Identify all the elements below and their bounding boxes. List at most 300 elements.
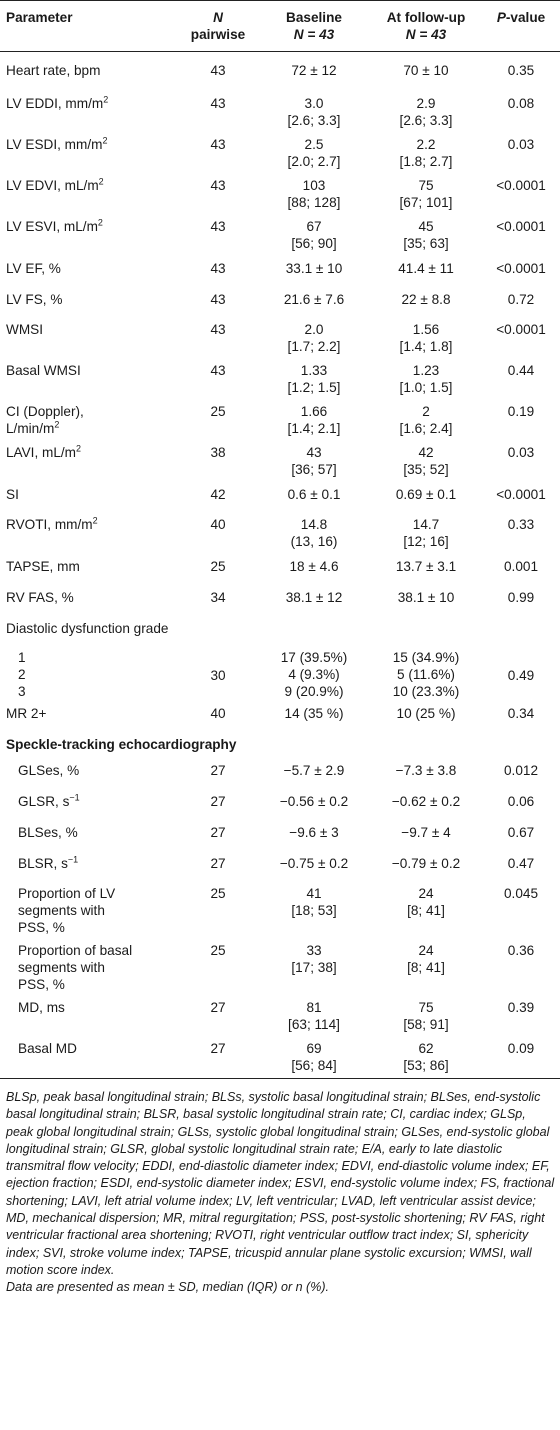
label-text: GLSes, % [18, 763, 80, 778]
p-value-cell [482, 851, 560, 882]
n-value: 40 [210, 517, 226, 532]
n-pairwise-cell [178, 758, 258, 789]
n-value: 43 [210, 363, 226, 378]
n-pairwise-cell [178, 820, 258, 851]
n-pairwise-cell [178, 318, 258, 359]
row-label [0, 441, 178, 482]
p-value: 0.03 [507, 137, 535, 152]
label-superscript: −1 [69, 792, 80, 803]
baseline-value: 2.5 [304, 137, 324, 152]
baseline-cell [258, 92, 370, 133]
label-text: LV ESDI, mm/m [6, 137, 103, 152]
followup-value: −0.79 ± 0.2 [391, 856, 461, 871]
label-text: GLSR, s [18, 794, 70, 809]
row-label [0, 758, 178, 789]
table-row [0, 554, 560, 585]
baseline-value: 43 [306, 445, 322, 460]
n-pairwise-cell [178, 256, 258, 287]
baseline-range: [18; 53] [291, 903, 337, 918]
baseline-value: 2.0 [304, 322, 324, 337]
baseline-cell [258, 318, 370, 359]
row-label [0, 359, 178, 400]
row-label [0, 482, 178, 513]
baseline-range: [63; 114] [288, 1017, 340, 1032]
baseline-cell [258, 52, 370, 93]
row-label [0, 52, 178, 93]
baseline-value: 33 [306, 943, 322, 958]
followup-value: 14.7 [412, 517, 440, 532]
label-superscript: 2 [103, 94, 109, 105]
n-pairwise-cell [178, 851, 258, 882]
followup-cell [370, 52, 482, 93]
p-value-cell [482, 52, 560, 93]
baseline-cell [258, 701, 370, 732]
label-text-line2: segments with [18, 903, 105, 918]
grade-label: 1 [18, 650, 26, 665]
followup-value: 15 (34.9%) [392, 650, 460, 665]
baseline-cell [258, 939, 370, 996]
baseline-value: 9 (20.9%) [284, 684, 344, 699]
p-value: 0.001 [503, 559, 539, 574]
baseline-value: 4 (9.3%) [288, 667, 340, 682]
followup-value: 1.56 [412, 322, 440, 337]
followup-cell [370, 256, 482, 287]
baseline-cell [258, 513, 370, 554]
n-value: 43 [210, 322, 226, 337]
followup-value: 41.4 ± 11 [398, 261, 454, 276]
baseline-cell [258, 647, 370, 701]
label-text: Heart rate, bpm [6, 63, 101, 78]
row-label [0, 701, 178, 732]
p-value: 0.08 [507, 96, 535, 111]
n-value: 43 [210, 219, 226, 234]
grade-label: 3 [18, 684, 26, 699]
n-value: 27 [210, 825, 226, 840]
table-row [0, 851, 560, 882]
followup-cell [370, 820, 482, 851]
followup-cell [370, 939, 482, 996]
followup-cell [370, 482, 482, 513]
table-row [0, 215, 560, 256]
p-value-cell [482, 400, 560, 441]
table-row [0, 758, 560, 789]
n-value: 40 [210, 706, 226, 721]
p-value: 0.19 [507, 404, 535, 419]
label-superscript: 2 [102, 135, 108, 146]
table-row [0, 441, 560, 482]
p-value: <0.0001 [496, 219, 546, 234]
baseline-value: 72 ± 12 [291, 63, 337, 78]
baseline-cell [258, 554, 370, 585]
n-value: 43 [210, 137, 226, 152]
followup-value: 13.7 ± 3.1 [395, 559, 457, 574]
followup-value: 2.9 [416, 96, 436, 111]
table-row [0, 939, 560, 996]
label-text: LV ESVI, mL/m [6, 219, 98, 234]
p-value: 0.39 [507, 1000, 535, 1015]
baseline-range: [56; 90] [291, 236, 337, 251]
p-value: 0.99 [507, 590, 535, 605]
label-text: Basal MD [18, 1041, 77, 1056]
table-row [0, 133, 560, 174]
p-value: 0.012 [503, 763, 539, 778]
p-value: 0.09 [507, 1041, 535, 1056]
followup-value: 42 [418, 445, 434, 460]
p-value-cell [482, 318, 560, 359]
label-superscript: 2 [76, 443, 82, 454]
baseline-range: [1.2; 1.5] [287, 380, 341, 395]
n-value: 30 [210, 667, 226, 683]
row-label [0, 882, 178, 939]
baseline-value: 41 [306, 886, 322, 901]
table-row [0, 882, 560, 939]
p-value-cell [482, 133, 560, 174]
p-value-cell [482, 554, 560, 585]
p-value-cell [482, 287, 560, 318]
label-text: LV EF, % [6, 261, 61, 276]
baseline-cell [258, 1037, 370, 1079]
grade-labels [0, 647, 178, 701]
n-value: 27 [210, 856, 226, 871]
n-value: 27 [210, 794, 226, 809]
n-pairwise-cell [178, 400, 258, 441]
n-pairwise-cell [178, 441, 258, 482]
n-pairwise-cell [178, 585, 258, 616]
p-value: 0.49 [507, 667, 535, 683]
baseline-value: −9.6 ± 3 [289, 825, 339, 840]
followup-value: −7.3 ± 3.8 [395, 763, 457, 778]
followup-range: [1.0; 1.5] [399, 380, 453, 395]
label-text: LAVI, mL/m [6, 445, 76, 460]
p-value-cell [482, 585, 560, 616]
p-value: 0.35 [507, 63, 535, 78]
label-superscript: −1 [67, 854, 79, 865]
table-row [0, 256, 560, 287]
followup-cell [370, 851, 482, 882]
label-superscript: 2 [97, 217, 103, 228]
followup-range: [2.6; 3.3] [399, 113, 453, 128]
n-value: 34 [210, 590, 226, 605]
p-value: <0.0001 [496, 261, 546, 276]
n-pairwise-cell [178, 482, 258, 513]
followup-cell [370, 1037, 482, 1079]
p-value: <0.0001 [496, 322, 546, 337]
label-text: SI [6, 487, 19, 502]
followup-value: −0.62 ± 0.2 [391, 794, 461, 809]
label-text-line3: PSS, % [18, 920, 65, 935]
followup-cell [370, 701, 482, 732]
header-follow-up: At follow-up N = 43 [370, 1, 482, 52]
followup-value: −9.7 ± 4 [401, 825, 451, 840]
label-text: MD, ms [18, 1000, 65, 1015]
followup-cell [370, 996, 482, 1037]
p-value: 0.72 [507, 292, 535, 307]
label-text: BLSes, % [18, 825, 78, 840]
p-value-cell [482, 215, 560, 256]
p-value-cell [482, 758, 560, 789]
row-label [0, 400, 178, 441]
table-row [0, 585, 560, 616]
p-value: 0.06 [507, 794, 535, 809]
baseline-cell [258, 287, 370, 318]
baseline-value: 67 [306, 219, 322, 234]
section-title [0, 732, 560, 758]
row-label [0, 215, 178, 256]
followup-value: 10 (23.3%) [392, 684, 460, 699]
followup-cell [370, 287, 482, 318]
followup-cell [370, 359, 482, 400]
label-superscript: 2 [92, 515, 98, 526]
baseline-cell [258, 441, 370, 482]
followup-cell [370, 789, 482, 820]
n-value: 42 [210, 487, 226, 502]
followup-cell [370, 318, 482, 359]
p-value: <0.0001 [496, 487, 546, 502]
baseline-cell [258, 996, 370, 1037]
p-value-cell [482, 939, 560, 996]
table-row [0, 820, 560, 851]
p-value-cell [482, 174, 560, 215]
followup-value: 70 ± 10 [403, 63, 449, 78]
followup-range: [1.8; 2.7] [399, 154, 453, 169]
table-body [0, 52, 560, 1079]
header-baseline: Baseline N = 43 [258, 1, 370, 52]
baseline-value: 33.1 ± 10 [285, 261, 343, 276]
p-value-cell [482, 359, 560, 400]
followup-range: [35; 63] [403, 236, 449, 251]
baseline-cell [258, 820, 370, 851]
section-heading-row [0, 732, 560, 758]
baseline-cell [258, 882, 370, 939]
p-value: <0.0001 [496, 178, 546, 193]
baseline-value: 38.1 ± 12 [285, 590, 343, 605]
n-pairwise-cell [178, 939, 258, 996]
p-value-cell [482, 441, 560, 482]
header-p-value: P-value [482, 1, 560, 52]
n-pairwise-cell [178, 133, 258, 174]
label-text: LV EDVI, mL/m [6, 178, 99, 193]
p-value: 0.33 [507, 517, 535, 532]
row-label [0, 851, 178, 882]
row-label [0, 820, 178, 851]
row-label [0, 616, 560, 647]
baseline-cell [258, 359, 370, 400]
label-text: LV FS, % [6, 292, 63, 307]
table-row [0, 1037, 560, 1079]
followup-value: 10 (25 %) [396, 706, 456, 721]
p-value: 0.03 [507, 445, 535, 460]
baseline-range: (13, 16) [290, 534, 338, 549]
label-text: Proportion of basal [18, 943, 133, 958]
followup-value: 5 (11.6%) [397, 667, 455, 682]
table-row [0, 52, 560, 93]
p-value-cell [482, 820, 560, 851]
table-row [0, 318, 560, 359]
n-pairwise-cell [178, 554, 258, 585]
p-value-cell [482, 996, 560, 1037]
label-text: MR 2+ [6, 706, 47, 721]
n-value: 25 [210, 404, 226, 419]
label-text: Proportion of LV [18, 886, 116, 901]
followup-cell [370, 513, 482, 554]
table-row [0, 92, 560, 133]
grade-label: 2 [18, 667, 26, 682]
p-value: 0.36 [507, 943, 535, 958]
n-pairwise-cell [178, 789, 258, 820]
label-text: BLSR, s [18, 856, 68, 871]
n-value: 25 [210, 943, 226, 958]
followup-value: 24 [418, 886, 434, 901]
n-value: 25 [210, 559, 226, 574]
baseline-cell [258, 400, 370, 441]
baseline-range: [88; 128] [287, 195, 341, 210]
followup-range: [67; 101] [399, 195, 453, 210]
label-text: RV FAS, % [6, 590, 74, 605]
baseline-value: 0.6 ± 0.1 [287, 487, 341, 502]
row-label [0, 92, 178, 133]
n-pairwise-cell [178, 92, 258, 133]
table-row [0, 513, 560, 554]
row-label [0, 133, 178, 174]
baseline-cell [258, 174, 370, 215]
followup-value: 22 ± 8.8 [401, 292, 451, 307]
followup-cell [370, 174, 482, 215]
followup-cell [370, 882, 482, 939]
n-value: 27 [210, 763, 226, 778]
p-value: 0.34 [507, 706, 535, 721]
followup-cell [370, 400, 482, 441]
followup-value: 24 [418, 943, 434, 958]
followup-value: 38.1 ± 10 [397, 590, 455, 605]
label-text: LV EDDI, mm/m [6, 96, 104, 111]
followup-cell [370, 441, 482, 482]
followup-value: 75 [418, 1000, 434, 1015]
n-pairwise-cell [178, 52, 258, 93]
label-text: TAPSE, mm [6, 559, 80, 574]
baseline-cell [258, 585, 370, 616]
baseline-value: 69 [306, 1041, 322, 1056]
followup-value: 0.69 ± 0.1 [395, 487, 457, 502]
followup-cell [370, 92, 482, 133]
n-value: 43 [210, 63, 226, 78]
n-value: 27 [210, 1000, 226, 1015]
n-pairwise-cell [178, 647, 258, 701]
p-value-cell [482, 482, 560, 513]
baseline-value: 103 [302, 178, 326, 193]
baseline-value: 18 ± 4.6 [289, 559, 339, 574]
followup-range: [35; 52] [403, 462, 449, 477]
table-row [0, 789, 560, 820]
n-value: 27 [210, 1041, 226, 1056]
baseline-range: [1.7; 2.2] [287, 339, 341, 354]
p-value-cell [482, 256, 560, 287]
baseline-cell [258, 758, 370, 789]
baseline-value: 21.6 ± 7.6 [283, 292, 345, 307]
baseline-value: 1.66 [300, 404, 328, 419]
p-value-cell [482, 92, 560, 133]
table-row [0, 174, 560, 215]
row-label [0, 256, 178, 287]
n-pairwise-cell [178, 996, 258, 1037]
table-row [0, 482, 560, 513]
row-label [0, 939, 178, 996]
n-value: 43 [210, 292, 226, 307]
table-row [0, 359, 560, 400]
n-pairwise-cell [178, 513, 258, 554]
followup-cell [370, 215, 482, 256]
row-label [0, 1037, 178, 1079]
baseline-cell [258, 256, 370, 287]
followup-cell [370, 554, 482, 585]
baseline-value: −0.75 ± 0.2 [279, 856, 349, 871]
followup-range: [8; 41] [407, 903, 445, 918]
baseline-cell [258, 851, 370, 882]
followup-cell [370, 647, 482, 701]
followup-range: [12; 16] [403, 534, 449, 549]
n-value: 43 [210, 261, 226, 276]
p-value-cell [482, 789, 560, 820]
row-label [0, 513, 178, 554]
p-value-cell [482, 513, 560, 554]
n-pairwise-cell [178, 882, 258, 939]
p-value: 0.045 [503, 886, 539, 901]
section-title-text: Speckle-tracking echocardiography [6, 737, 237, 752]
followup-range: [1.4; 1.8] [399, 339, 453, 354]
row-label [0, 789, 178, 820]
label-text: CI (Doppler), [6, 404, 84, 419]
followup-cell [370, 133, 482, 174]
followup-value: 1.23 [412, 363, 440, 378]
followup-value: 2 [422, 404, 430, 419]
n-pairwise-cell [178, 215, 258, 256]
n-pairwise-cell [178, 174, 258, 215]
baseline-value: 3.0 [304, 96, 324, 111]
table-header [0, 1, 560, 52]
p-value: 0.47 [507, 856, 535, 871]
p-value-cell [482, 882, 560, 939]
table-row [0, 701, 560, 732]
n-value: 43 [210, 96, 226, 111]
label-text-line2: segments with [18, 960, 105, 975]
baseline-range: [36; 57] [291, 462, 337, 477]
baseline-cell [258, 133, 370, 174]
row-label [0, 174, 178, 215]
baseline-cell [258, 482, 370, 513]
p-value-cell [482, 1037, 560, 1079]
label-text: WMSI [6, 322, 43, 337]
p-value-cell [482, 701, 560, 732]
followup-range: [53; 86] [403, 1058, 449, 1073]
row-label [0, 996, 178, 1037]
baseline-range: [56; 84] [291, 1058, 337, 1073]
abbreviations-note: BLSp, peak basal longitudinal strain; BLSs, systolic basal longitudinal strain; BLSes, end-systolic basal longitudinal strain; BLSR, basal systolic longitudinal strain rate; CI, cardiac index; GLSp, peak global longitudinal strain; GLSs, systolic global longitudinal strain; GLSes, end-systolic global longitudinal strain; GLSR, global systolic longitudinal strain rate; E/A, early to late diastolic transmitral flow velocity; EDDI, end-diastolic diameter index; EDVI, end-diastolic volume index; EF, ejection fraction; ESDI, end-systolic diameter index; ESVI, end-systolic volume index; FS, fractional shortening; LAVI, left atrial volume index; LV, left ventricular; LVAD, left ventricular assist device; MD, mechanical dispersion; MR, mitral regurgitation; PSS, post-systolic shortening; RV FAS, right ventricular fractional area shortening; RVOTI, right ventricular outflow tract index; SI, sphericity index; SVI, stroke volume index; TAPSE, tricuspid annular plane systolic excursion; WMSI, wall motion score index. [6, 1090, 555, 1277]
baseline-cell [258, 789, 370, 820]
table-footnote [0, 1079, 560, 1297]
header-parameter: Parameter [0, 1, 178, 52]
baseline-range: [17; 38] [291, 960, 337, 975]
table-row-diastolic-grades [0, 647, 560, 701]
row-label [0, 318, 178, 359]
n-pairwise-cell [178, 1037, 258, 1079]
baseline-value: −0.56 ± 0.2 [279, 794, 349, 809]
table-row [0, 400, 560, 441]
row-label [0, 287, 178, 318]
label-text-line2: L/min/m [6, 421, 55, 436]
followup-cell [370, 758, 482, 789]
baseline-value: −5.7 ± 2.9 [283, 763, 345, 778]
label-text: Diastolic dysfunction grade [6, 621, 169, 636]
p-value-cell [482, 647, 560, 701]
